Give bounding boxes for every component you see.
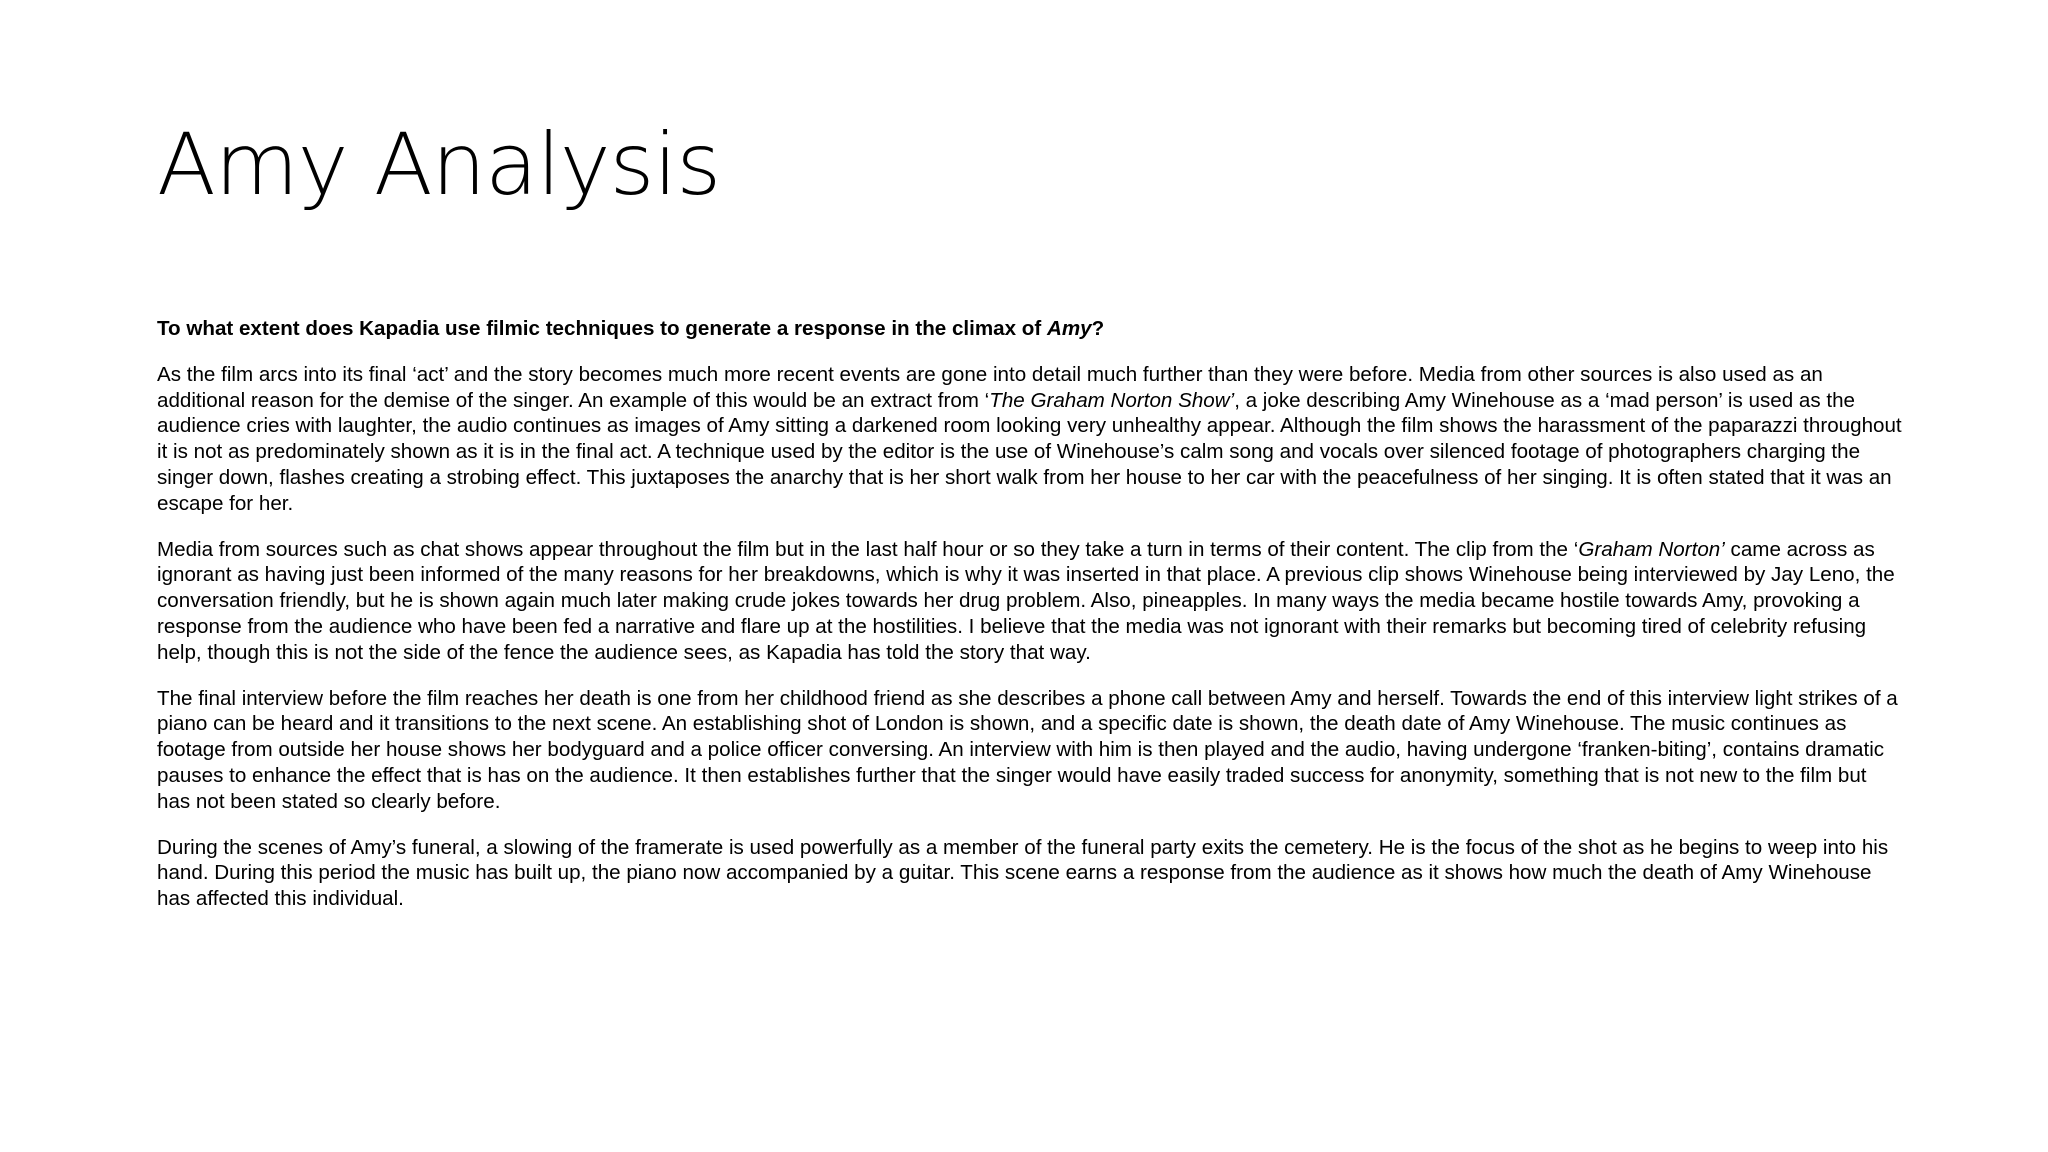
question-mark: ? (1091, 317, 1105, 340)
paragraph-2 (157, 537, 1902, 666)
paragraph-2-text-a: Media from sources such as chat shows appear throughout the film but in the last half hour or so they take a turn in terms of their content. The clip from the ‘ (157, 537, 1579, 561)
slide-body (157, 316, 1902, 932)
paragraph-3-text: The final interview before the film reaches her death is one from her childhood friend as she describes a phone call between Amy and herself. Towards the end of this interview light strikes of a piano can be heard and it transitions to the next scene. An establishing shot of London is shown, and a specific date is shown, the death date of Amy Winehouse. The music continues as footage from outside her house shows her bodyguard and a police officer conversing. An interview with him is then played and the audio, having undergone ‘franken-biting’, contains dramatic pauses to enhance the effect that is has on the audience. It then establishes further that the singer would have easily traded success for anonymity, something that is not new to the film but has not been stated so clearly before. (157, 686, 1898, 813)
question-text: To what extent does Kapadia use filmic techniques to generate a response in the climax of (157, 317, 1047, 340)
paragraph-3 (157, 686, 1902, 815)
paragraph-2-italic: Graham Norton’ (1578, 537, 1725, 561)
paragraph-1 (157, 362, 1902, 517)
paragraph-4-text: During the scenes of Amy’s funeral, a slowing of the framerate is used powerfully as a member of the funeral party exits the cemetery. He is the focus of the shot as he begins to weep into his hand. During this period the music has built up, the piano now accompanied by a guitar. This scene earns a response from the audience as it shows how much the death of Amy Winehouse has affected this individual. (157, 835, 1889, 911)
paragraph-1-italic: The Graham Norton Show’ (989, 388, 1235, 412)
paragraph-1-text-a: As the film arcs into its final ‘act’ and the story becomes much more recent events are gone into detail much further than they were before. Media from other sources is also used as an additional reason for the demise of the singer. An example of this would be an extract from ‘ (157, 362, 1823, 412)
paragraph-4 (157, 835, 1902, 912)
question-film-title: Amy (1046, 317, 1092, 340)
paragraph-1-text-b: , a joke describing Amy Winehouse as a ‘mad person’ is used as the audience cries with laughter, the audio continues as images of Amy sitting a darkened room looking very unhealthy appear. Although the film shows the harassment of the paparazzi throughout it is not as predominately shown as it is in the final act. A technique used by the editor is the use of Winehouse’s calm song and vocals over silenced footage of photographers charging the singer down, flashes creating a strobing effect. This juxtaposes the anarchy that is her short walk from her house to her car with the peacefulness of her singing. It is often stated that it was an escape for her. (157, 388, 1902, 515)
slide-title: Amy Analysis (157, 115, 721, 215)
paragraph-2-text-b: came across as ignorant as having just been informed of the many reasons for her breakdowns, which is why it was inserted in that place. A previous clip shows Winehouse being interviewed by Jay Leno, the conversation friendly, but he is shown again much later making crude jokes towards her drug problem. Also, pineapples. In many ways the media became hostile towards Amy, provoking a response from the audience who have been fed a narrative and flare up at the hostilities. I believe that the media was not ignorant with their remarks but becoming tired of celebrity refusing help, though this is not the side of the fence the audience sees, as Kapadia has told the story that way. (157, 537, 1895, 664)
essay-question (157, 316, 1902, 342)
